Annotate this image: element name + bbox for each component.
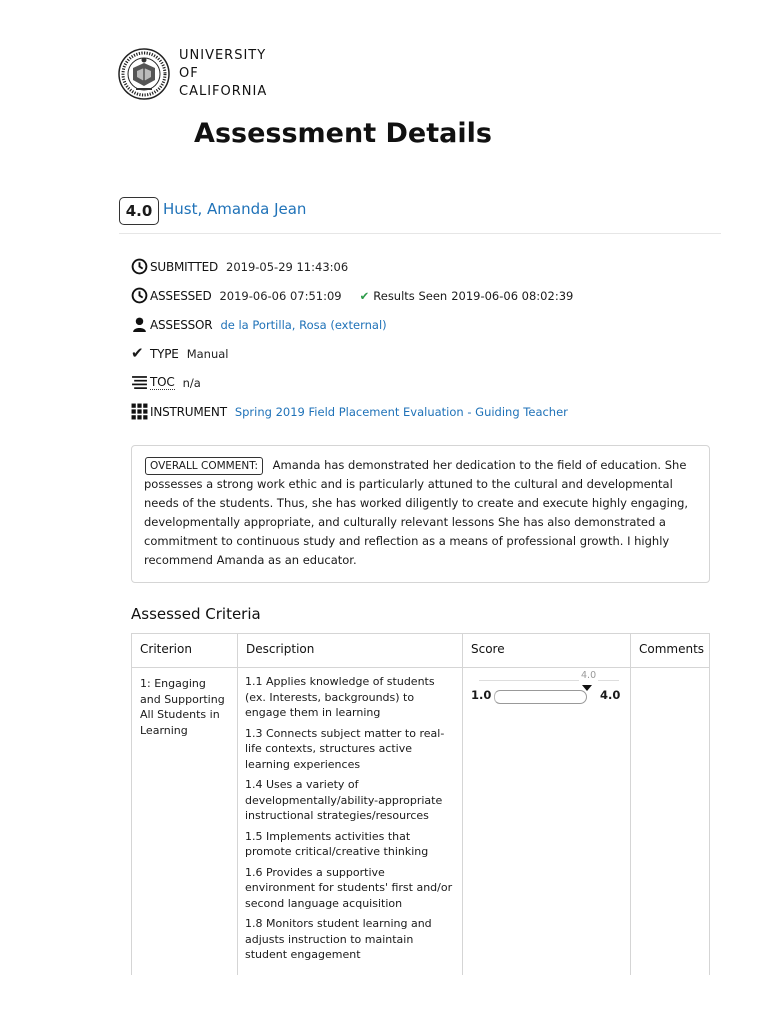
score-min-label: 1.0 (471, 688, 492, 702)
logo-line-1: UNIVERSITY (179, 48, 267, 63)
overall-comment-label: OVERALL COMMENT: (145, 457, 263, 475)
description-item: 1.4 Uses a variety of developmentally/ability-appropriate instructional strategies/resources (245, 778, 443, 822)
toc-row (131, 374, 201, 391)
score-cell (463, 668, 631, 975)
user-icon (131, 316, 148, 333)
column-header-criterion: Criterion (132, 634, 238, 667)
list-icon (131, 374, 148, 391)
criterion-text: 1: Engaging and Supporting All Students in Learning (140, 677, 225, 737)
score-slider[interactable] (471, 670, 621, 708)
results-seen-label: Results Seen (373, 288, 448, 303)
submitted-label: SUBMITTED (150, 259, 218, 274)
description-cell (238, 668, 463, 975)
results-seen (360, 289, 574, 303)
slider-track[interactable] (494, 690, 587, 704)
slider-value-label: 4.0 (581, 670, 597, 681)
assessed-value: 2019-06-06 07:51:09 (219, 288, 342, 303)
university-seal-icon (118, 46, 170, 102)
column-header-score: Score (463, 634, 631, 667)
assessor-row (131, 316, 387, 333)
description-item: 1.1 Applies knowledge of students (ex. Interests, backgrounds) to engage them in learning (245, 675, 435, 719)
slider-thumb-icon[interactable] (582, 685, 592, 691)
logo-line-3: CALIFORNIA (179, 84, 268, 99)
column-header-description: Description (238, 634, 463, 667)
score-max-label: 4.0 (600, 688, 621, 702)
instrument-row (131, 403, 568, 420)
clock-icon (131, 287, 148, 304)
comments-cell (631, 668, 710, 975)
assessor-link[interactable]: de la Portilla, Rosa (external) (220, 317, 387, 332)
description-item: 1.6 Provides a supportive environment for students' first and/or second language acquisition (245, 865, 453, 910)
criterion-cell (132, 668, 238, 975)
clock-icon (131, 258, 148, 275)
grid-icon (131, 403, 148, 420)
instrument-link[interactable]: Spring 2019 Field Placement Evaluation - Guiding Teacher (234, 404, 568, 419)
results-seen-value: 2019-06-06 08:02:39 (451, 288, 574, 303)
type-label: TYPE (150, 346, 179, 361)
toc-label[interactable]: TOC (150, 375, 175, 389)
logo-line-2: OF (179, 66, 199, 81)
section-title-assessed-criteria: Assessed Criteria (131, 605, 261, 623)
score-badge: 4.0 (119, 197, 159, 225)
student-name-link[interactable]: Hust, Amanda Jean (163, 200, 307, 218)
header-divider (119, 233, 721, 234)
overall-comment-box (131, 445, 710, 583)
assessed-label: ASSESSED (150, 288, 212, 303)
assessed-row (131, 287, 573, 304)
column-header-comments: Comments (639, 642, 705, 656)
description-item: 1.5 Implements activities that promote critical/creative thinking (245, 829, 429, 858)
type-row (131, 345, 228, 362)
instrument-label: INSTRUMENT (150, 404, 227, 419)
overall-comment-text: Amanda has demonstrated her dedication to the field of education. She possesses a strong work ethic and is particularly attuned to the cultural and developmental needs of the students. Thus, she has worked diligently to create and execute highly engaging, developmentally appropriate, and culturally relevant lessons She has also demonstrated a commitment to continuous study and reflection as a means of professional growth. I highly recommend Amanda as an educator. (144, 458, 689, 567)
checkmark-icon: ✔ (359, 288, 370, 303)
assessor-label: ASSESSOR (150, 317, 213, 332)
page-title: Assessment Details (194, 118, 492, 149)
description-item: 1.3 Connects subject matter to real-life contexts, structures active learning experiences (245, 726, 445, 771)
checkmark-icon: ✔ (131, 344, 144, 362)
criteria-table (131, 633, 710, 975)
description-item: 1.8 Monitors student learning and adjusts instruction to maintain student engagement (245, 917, 432, 961)
toc-value: n/a (182, 375, 201, 390)
submitted-value: 2019-05-29 11:43:06 (226, 259, 349, 274)
submitted-row (131, 258, 348, 275)
type-value: Manual (186, 346, 229, 361)
university-logo (118, 46, 267, 102)
